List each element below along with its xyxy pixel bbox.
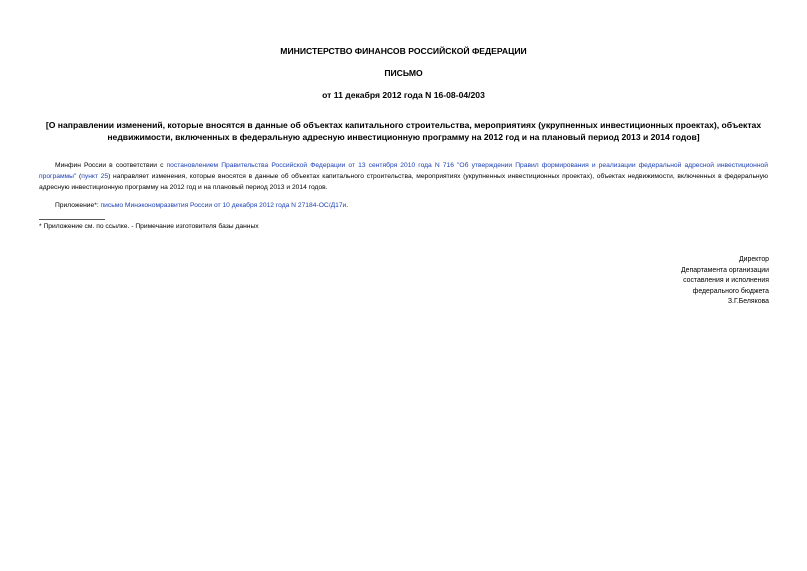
main-paragraph (39, 161, 768, 193)
footnote-text: * Приложение см. по ссылке. - Примечание изготовителя базы данных (39, 223, 259, 230)
clause-25-link[interactable]: пункт 25 (81, 172, 109, 180)
ministry-title: МИНИСТЕРСТВО ФИНАНСОВ РОССИЙСКОЙ ФЕДЕРАЦИИ (280, 46, 527, 56)
document-subject: [О направлении изменений, которые вносятся в данные об объектах капитального строительства, мероприятиях (укрупненных инвестиционных проектах), объектах недвижимости, включенных в федеральную адресную инвестиционную программу на 2012 год и на плановый период 2013 и 2014 годов] (45, 120, 762, 142)
signature-position: Директор (738, 256, 769, 263)
document-date: от 11 декабря 2012 года N 16-08-04/203 (322, 90, 485, 100)
signature-block (681, 255, 769, 308)
signature-department-1: Департамента организации (680, 266, 769, 274)
document-type: ПИСЬМО (384, 68, 423, 78)
appendix-paragraph (39, 201, 768, 212)
paragraph-text-3: ) направляет изменения, которые вносятся в данные об объектах капитального строительства, мероприятиях (укрупненных инвестиционных проектах), объектах недвижимости, включенных в федеральную адресную инвестиционную программу на 2012 год и на плановый период 2013 и 2014 годов. (39, 172, 768, 191)
signature-department-2: составления и исполнения (683, 277, 769, 285)
signature-name: З.Г.Белякова (727, 298, 769, 306)
appendix-label: Приложение*: (55, 202, 101, 209)
appendix-suffix: . (346, 202, 349, 209)
paragraph-text-2: ( (76, 172, 82, 180)
signature-department-3: федерального бюджета (692, 287, 769, 295)
paragraph-text-1: Минфин России в соответствии с (55, 162, 167, 169)
government-decree-link[interactable]: постановлением Правительства Российской Федерации от 13 сентября 2010 года N 716 "Об утверждении Правил формирования и реализации федеральной адресной инвестиционной программы" (39, 162, 768, 180)
appendix-letter-link[interactable]: письмо Минэкономразвития России от 10 декабря 2012 года N 27184-ОС/Д17и (100, 202, 347, 209)
footnote-divider (39, 219, 105, 220)
